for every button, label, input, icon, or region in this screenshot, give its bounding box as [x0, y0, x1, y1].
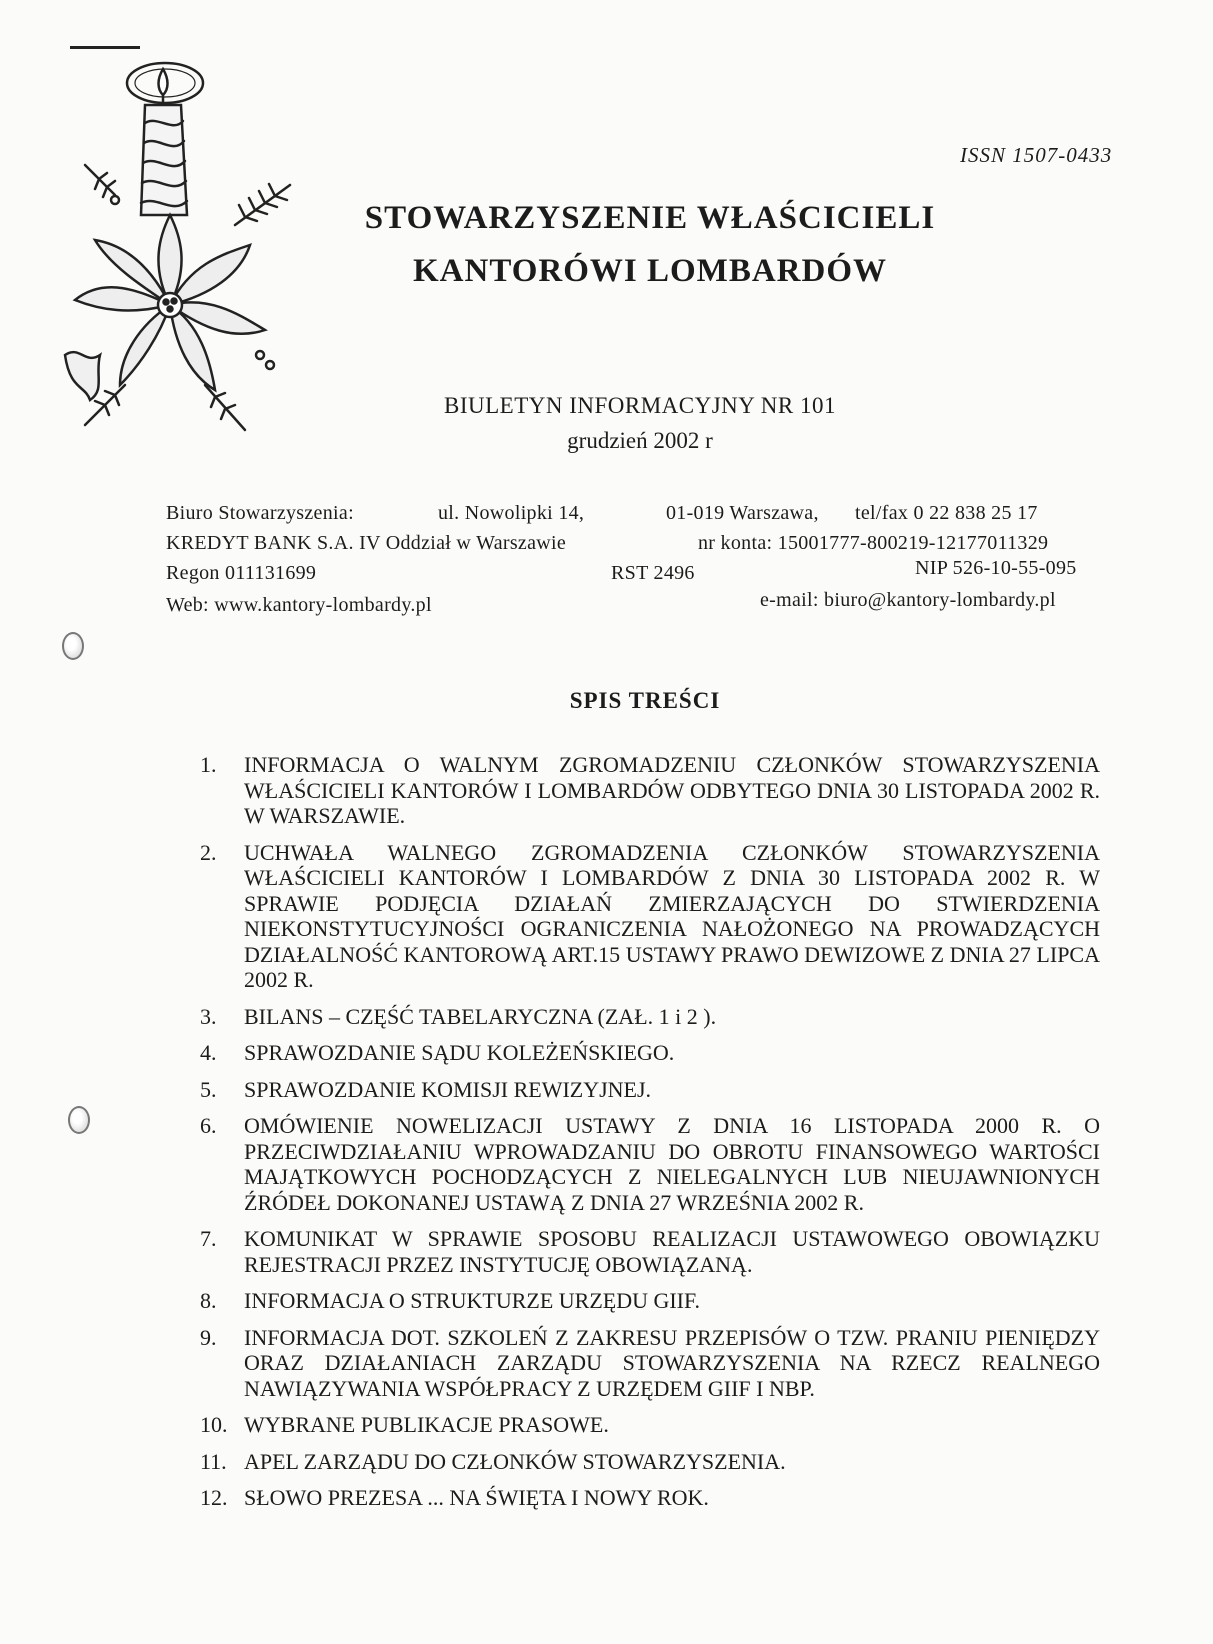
bank-name: KREDYT BANK S.A. IV Oddział w Warszawie — [166, 532, 567, 554]
website-link[interactable]: Web: www.kantory-lombardy.pl — [166, 594, 432, 616]
toc-item-text: INFORMACJA O STRUKTURZE URZĘDU GIIF. — [244, 1288, 700, 1313]
association-title-line2: KANTORÓWI LOMBARDÓW — [412, 253, 887, 289]
toc-item — [200, 1077, 1100, 1103]
toc-item-text: UCHWAŁA WALNEGO ZGROMADZENIA CZŁONKÓW STOWARZYSZENIA WŁAŚCICIELI KANTORÓW I LOMBARDÓW Z DNIA 30 LISTOPADA 2002 R. W SPRAWIE PODJĘCIA DZIAŁAŃ ZMIERZAJĄCYCH DO STWIERDZENIA NIEKONSTYTUCYJNOŚCI OGRANICZENIA NAŁOŻONEGO NA PROWADZĄCYCH DZIAŁALNOŚĆ KANTOROWĄ ART.15 USTAWY PRAWO DEWIZOWE Z DNIA 27 LIPCA 2002 R. — [244, 839, 1100, 992]
nip-number: NIP 526-10-55-095 — [915, 557, 1077, 579]
toc-item-text: OMÓWIENIE NOWELIZACJI USTAWY Z DNIA 16 LISTOPADA 2000 R. O PRZECIWDZIAŁANIU WPROWADZANIU DO OBROTU FINANSOWEGO WARTOŚCI MAJĄTKOWYCH POCHODZĄCYCH Z NIELEGALNYCH LUB NIEUJAWNIONYCH ŹRÓDEŁ DOKONANEJ USTAWĄ Z DNIA 27 WRZEŚNIA 2002 R. — [244, 1113, 1100, 1215]
toc-item-text: KOMUNIKAT W SPRAWIE SPOSOBU REALIZACJI USTAWOWEGO OBOWIĄZKU REJESTRACJI PRZEZ INSTYTUCJĘ OBOWIĄZANĄ. — [244, 1226, 1100, 1277]
toc-item-text: INFORMACJA O WALNYM ZGROMADZENIU CZŁONKÓW STOWARZYSZENIA WŁAŚCICIELI KANTORÓW I LOMBARDÓW ODBYTEGO DNIA 30 LISTOPADA 2002 R. W WARSZAWIE. — [244, 752, 1100, 828]
issn-number: ISSN 1507-0433 — [960, 143, 1113, 167]
binder-hole-mark — [62, 632, 84, 660]
toc-item-number: 8. — [200, 1288, 217, 1313]
toc-item-number: 4. — [200, 1040, 217, 1065]
bulletin-date: grudzień 2002 r — [567, 428, 713, 453]
rst-number: RST 2496 — [611, 562, 695, 584]
toc-item-number: 10. — [200, 1412, 228, 1437]
candle-poinsettia-icon — [45, 55, 315, 440]
toc-item-number: 1. — [200, 752, 217, 777]
toc-item — [200, 840, 1100, 993]
email-link[interactable]: e-mail: biuro@kantory-lombardy.pl — [760, 589, 1056, 611]
toc-item — [200, 1412, 1100, 1438]
toc-item-number: 12. — [200, 1485, 228, 1510]
toc-item-number: 6. — [200, 1113, 217, 1138]
toc-item-text: INFORMACJA DOT. SZKOLEŃ Z ZAKRESU PRZEPISÓW O TZW. PRANIU PIENIĘDZY ORAZ DZIAŁANIACH ZARZĄDU STOWARZYSZENIA NA RZECZ REALNEGO NAWIĄZYWANIA WSPÓŁPRACY Z URZĘDEM GIIF I NBP. — [244, 1324, 1100, 1401]
office-label: Biuro Stowarzyszenia: — [166, 502, 354, 524]
toc-item — [200, 1288, 1100, 1314]
toc-item — [200, 1226, 1100, 1277]
toc-item — [200, 1040, 1100, 1066]
table-of-contents — [200, 752, 1100, 1522]
office-city: 01-019 Warszawa, — [666, 502, 819, 524]
toc-item — [200, 1004, 1100, 1030]
regon-number: Regon 011131699 — [166, 562, 317, 584]
binder-hole-mark — [68, 1106, 90, 1134]
office-phone: tel/fax 0 22 838 25 17 — [855, 502, 1038, 524]
toc-item-text: WYBRANE PUBLIKACJE PRASOWE. — [244, 1412, 609, 1437]
toc-item — [200, 1449, 1100, 1475]
toc-item-text: SPRAWOZDANIE KOMISJI REWIZYJNEJ. — [244, 1076, 652, 1102]
toc-item-number: 3. — [200, 1003, 217, 1029]
bank-account: nr konta: 15001777-800219-12177011329 — [698, 532, 1049, 554]
toc-item-text: BILANS – CZĘŚĆ TABELARYCZNA (ZAŁ. 1 i 2 ). — [244, 1003, 717, 1029]
toc-item-number: 7. — [200, 1226, 217, 1251]
top-rule — [70, 46, 140, 49]
toc-item — [200, 1325, 1100, 1402]
toc-item — [200, 1113, 1100, 1215]
toc-item-text: SPRAWOZDANIE SĄDU KOLEŻEŃSKIEGO. — [244, 1040, 675, 1065]
toc-item-number: 5. — [200, 1076, 217, 1102]
toc-item-number: 9. — [200, 1324, 217, 1350]
toc-item-text: APEL ZARZĄDU DO CZŁONKÓW STOWARZYSZENIA. — [244, 1448, 786, 1474]
bulletin-number: BIULETYN INFORMACYJNY NR 101 — [443, 393, 837, 418]
office-street: ul. Nowolipki 14, — [438, 502, 585, 524]
toc-item-number: 2. — [200, 839, 217, 865]
association-title-line1: STOWARZYSZENIE WŁAŚCICIELI — [364, 200, 936, 236]
toc-item — [200, 1485, 1100, 1511]
toc-item — [200, 752, 1100, 829]
table-of-contents-title: SPIS TREŚCI — [569, 688, 721, 713]
toc-item-text: SŁOWO PREZESA ... NA ŚWIĘTA I NOWY ROK. — [244, 1485, 709, 1510]
toc-item-number: 11. — [200, 1448, 227, 1474]
